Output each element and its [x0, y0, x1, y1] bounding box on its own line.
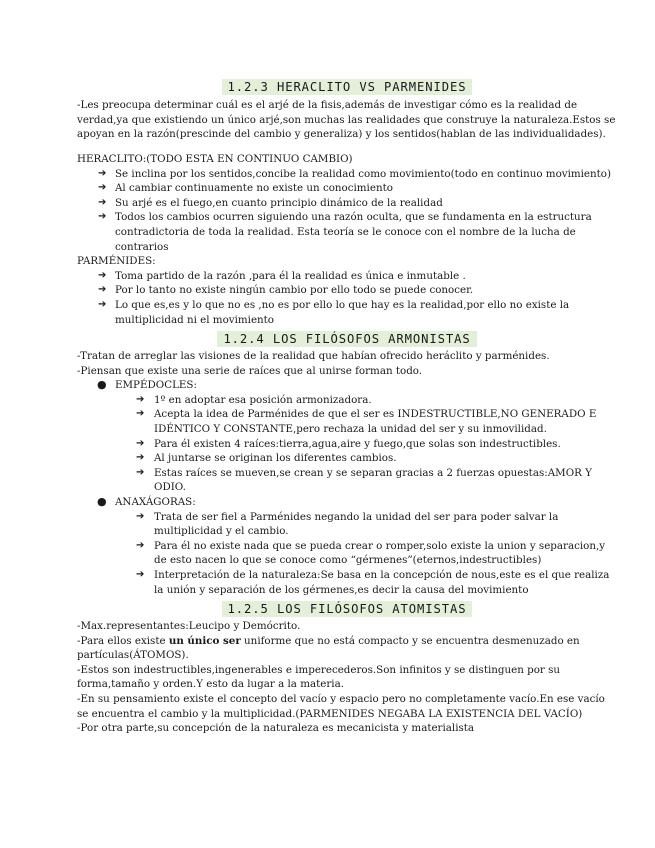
arrow-icon: ➔ [136, 466, 145, 478]
list-item [77, 407, 617, 436]
list-item [77, 393, 617, 408]
arrow-icon: ➔ [136, 408, 145, 420]
arrow-icon: ➔ [98, 182, 107, 194]
arrow-icon: ➔ [98, 167, 107, 179]
armonistas-line-2: -Piensan que existe una serie de raíces que al unirse forman todo. [77, 364, 423, 377]
list-item [77, 269, 617, 284]
empedocles-item [77, 378, 617, 393]
bold-text: un único ser [168, 634, 241, 647]
atomistas-line-3: -Estos son indestructibles,ingenerables e imperecederos.Son infinitos y se distinguen por su forma,tamaño y orden.Y esto da lugar a la materia. [77, 663, 561, 691]
atomistas-line-1: -Max.representantes:Leucipo y Demócrito. [77, 620, 301, 632]
list-item [77, 196, 617, 211]
list-item-text: Toma partido de la razón ,para él la realidad es única e inmutable . [115, 269, 466, 282]
list-item-text: Al juntarse se originan los diferentes cambios. [154, 452, 397, 465]
arrow-icon: ➔ [98, 196, 107, 208]
section-atomistas [77, 598, 617, 736]
list-item [77, 510, 617, 539]
list-item-text: Para él existen 4 raíces:tierra,agua,aire y fuego,que solas son indestructibles. [154, 437, 561, 450]
armonistas-list-2 [77, 495, 617, 510]
list-item [77, 568, 617, 597]
parmenides-list [77, 269, 617, 327]
heading-text: 1.2.3 HERACLITO VS PARMENIDES [222, 79, 473, 95]
arrow-icon: ➔ [136, 452, 145, 464]
line-text: -Para ellos existe [77, 634, 169, 647]
bullet-icon: ● [97, 378, 107, 392]
empedocles-title: EMPÉDOCLES: [115, 379, 197, 392]
list-item-text: 1º en adoptar esa posición armonizadora. [154, 393, 372, 406]
empedocles-list [77, 393, 617, 495]
list-item [77, 210, 617, 254]
arrow-icon: ➔ [98, 298, 107, 310]
atomistas-line-2 [77, 634, 617, 663]
anaxagoras-item [77, 495, 617, 510]
arrow-icon: ➔ [136, 437, 145, 449]
list-item-text: Estas raíces se mueven,se crean y se separan gracias a 2 fuerzas opuestas:AMOR Y ODIO. [154, 466, 592, 494]
armonistas-line-1: -Tratan de arreglar las visiones de la realidad que habían ofrecido heráclito y parménides. [77, 350, 550, 362]
arrow-icon: ➔ [136, 539, 145, 551]
list-item [77, 298, 617, 327]
list-item [77, 283, 617, 298]
list-item [77, 167, 617, 182]
list-item-text: Se inclina por los sentidos,concibe la realidad como movimiento(todo en continuo movimiento) [115, 167, 612, 180]
arrow-icon: ➔ [98, 284, 107, 296]
section-heading [77, 598, 617, 617]
atomistas-line-4: -En su pensamiento existe el concepto del vacío y espacio pero no completamente vacío.En ese vacío se encuentra el cambio y la multiplicidad.(PARMENIDES NEGABA LA EXISTENCIA DEL VACÍO) [77, 692, 605, 720]
section-heading [77, 328, 617, 347]
section-armonistas [77, 328, 617, 597]
arrow-icon: ➔ [98, 269, 107, 281]
heraclito-list [77, 167, 617, 255]
intro-paragraph: -Les preocupa determinar cuál es el arjé de la fisis,además de investigar cómo es la realidad de verdad,ya que existiendo un único arjé,son muchas las realidades que construye la naturaleza.Estos se apoyan en la razón(prescinde del cambio y generaliza) y los sentidos(hablan de las individualidades). [77, 99, 616, 141]
heading-text: 1.2.5 LOS FILÓSOFOS ATOMISTAS [222, 601, 473, 617]
list-item-text: Acepta la idea de Parménides de que el ser es INDESTRUCTIBLE,NO GENERADO E IDÉNTICO Y CONSTANTE,pero rechaza la unidad del ser y su inmovilidad. [154, 408, 597, 435]
list-item-text: Lo que es,es y lo que no es ,no es por ello lo que hay es la realidad,por ello no existe la multiplicidad ni el movimiento [115, 298, 570, 326]
line-text: uniforme que no está compacto y se encuentra desmenuzado en partículas(ÁTOMOS). [77, 634, 580, 662]
list-item [77, 466, 617, 495]
anaxagoras-list [77, 510, 617, 598]
arrow-icon: ➔ [136, 510, 145, 522]
list-item [77, 437, 617, 452]
heading-text: 1.2.4 LOS FILÓSOFOS ARMONISTAS [217, 331, 476, 347]
armonistas-list [77, 378, 617, 393]
anaxagoras-title: ANAXÁGORAS: [115, 495, 196, 508]
parmenides-title: PARMÉNIDES: [77, 255, 156, 268]
list-item [77, 181, 617, 196]
list-item-text: Para él no existe nada que se pueda crear o romper,solo existe la union y separacion,y de esto nacen lo que se conoce como “gérmenes”(eternos,indestructibles) [154, 539, 606, 567]
arrow-icon: ➔ [98, 211, 107, 223]
list-item-text: Por lo tanto no existe ningún cambio por ello todo se puede conocer. [115, 284, 474, 297]
list-item-text: Al cambiar continuamente no existe un conocimiento [115, 182, 393, 195]
list-item-text: Interpretación de la naturaleza:Se basa en la concepción de nous,este es el que realiza la unión y separación de los gérmenes,es decir la causa del movimiento [154, 568, 610, 596]
section-heading [77, 76, 617, 95]
list-item-text: Trata de ser fiel a Parménides negando la unidad del ser para poder salvar la multiplicidad y el cambio. [154, 510, 559, 538]
list-item [77, 451, 617, 466]
list-item [77, 539, 617, 568]
arrow-icon: ➔ [136, 393, 145, 405]
arrow-icon: ➔ [136, 568, 145, 580]
bullet-icon: ● [97, 494, 107, 508]
heraclito-block [77, 152, 617, 327]
list-item-text: Su arjé es el fuego,en cuanto principio dinámico de la realidad [115, 196, 443, 209]
section-heraclito-parmenides [77, 76, 617, 142]
heraclito-title: HERACLITO:(TODO ESTA EN CONTINUO CAMBIO) [77, 153, 353, 165]
atomistas-line-5: -Por otra parte,su concepción de la naturaleza es mecanicista y materialista [77, 722, 475, 735]
list-item-text: Todos los cambios ocurren siguiendo una razón oculta, que se fundamenta en la estructura contradictoria de toda la realidad. Esta teoría se le conoce con el nombre de la lucha de contrarios [115, 211, 592, 253]
